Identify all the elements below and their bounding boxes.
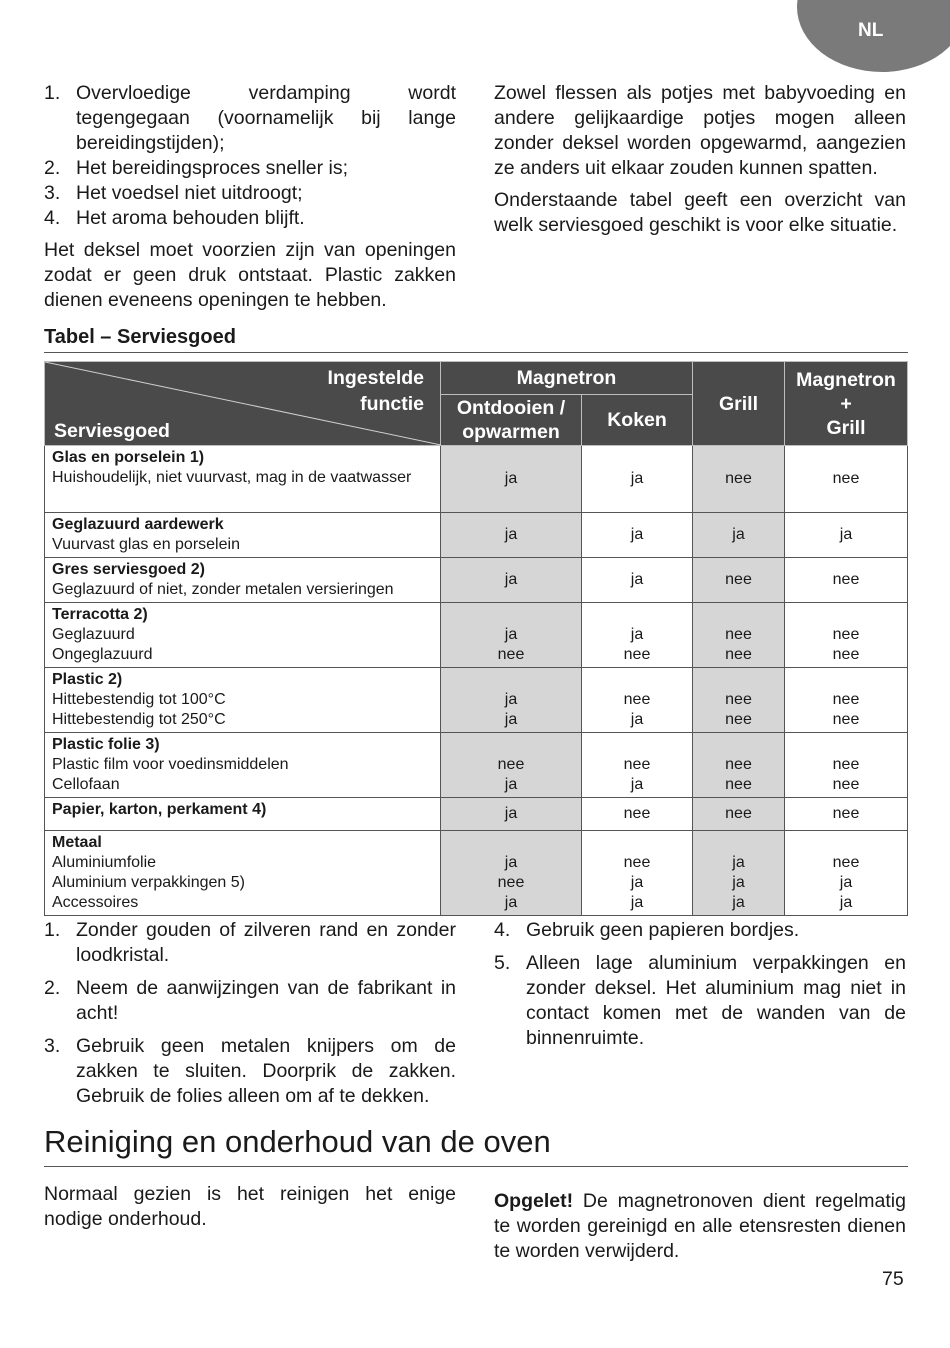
function-header-line1: Ingestelde xyxy=(327,367,424,389)
function-header xyxy=(328,365,424,417)
value-cell xyxy=(693,668,785,733)
page-number: 75 xyxy=(882,1268,904,1290)
dishware-name: Plastic 2) xyxy=(52,671,123,688)
value-cell xyxy=(693,558,785,603)
warning-paragraph xyxy=(494,1189,906,1264)
section-right-column xyxy=(494,1189,906,1271)
dishware-item: Cellofaan xyxy=(52,776,120,793)
dishware-cell xyxy=(45,513,441,558)
list-text: Overvloedige verdamping wordt tegengegaan (voornamelijk bij lange bereidingstijden); xyxy=(76,82,456,154)
value-text: nee xyxy=(832,776,860,793)
dishware-cell xyxy=(45,668,441,733)
intro-left-paragraph: Het deksel moet voorzien zijn van openingen zodat er geen druk ontstaat. Plastic zakken dienen eveneens openingen te hebben. xyxy=(44,239,456,311)
list-number: 3. xyxy=(44,182,61,204)
dishware-item: Hittebestendig tot 250°C xyxy=(52,711,226,728)
value-cell xyxy=(785,668,908,733)
dishware-cell xyxy=(45,733,441,798)
value-cell xyxy=(785,831,908,916)
footnotes-left xyxy=(44,918,456,1117)
language-code: NL xyxy=(858,20,884,41)
combo-header-line3: Grill xyxy=(826,416,866,439)
section-left-text: Normaal gezien is het reinigen het enige nodige onderhoud. xyxy=(44,1183,456,1230)
list-text: Het bereidingsproces sneller is; xyxy=(76,157,349,179)
dishware-item: Aluminiumfolie xyxy=(52,854,157,871)
section-title: Reiniging en onderhoud van de oven xyxy=(44,1124,551,1159)
value-cell xyxy=(441,831,582,916)
value-text: nee xyxy=(832,854,860,871)
defrost-header xyxy=(441,395,582,446)
table-title: Tabel – Serviesgoed xyxy=(44,326,236,348)
diagonal-header-cell xyxy=(45,362,441,446)
dishware-item: Geglazuurd of niet, zonder metalen versieringen xyxy=(52,581,394,598)
value-text: nee xyxy=(725,691,752,708)
value-text: ja xyxy=(504,711,518,728)
value-cell xyxy=(693,798,785,831)
value-text: ja xyxy=(630,894,644,911)
dishware-name: Plastic folie 3) xyxy=(52,736,160,753)
value-text: ja xyxy=(732,526,745,543)
list-item xyxy=(44,156,456,181)
value-text: ja xyxy=(630,470,644,487)
dishware-item: Hittebestendig tot 100°C xyxy=(52,691,226,708)
dishware-item: Ongeglazuurd xyxy=(52,646,153,663)
value-cell xyxy=(441,668,582,733)
value-text: ja xyxy=(504,526,518,543)
list-item xyxy=(494,918,906,943)
dishware-name: Glas en porselein 1) xyxy=(52,449,205,466)
list-number: 5. xyxy=(494,952,511,974)
magnetron-header: Magnetron xyxy=(441,362,693,395)
list-item xyxy=(44,976,456,1026)
value-cell xyxy=(582,668,693,733)
section-rule xyxy=(44,1166,908,1167)
dishware-cell xyxy=(45,798,441,831)
value-text: ja xyxy=(504,894,518,911)
list-number: 1. xyxy=(44,82,61,104)
value-cell xyxy=(785,513,908,558)
dishware-item: Vuurvast glas en porselein xyxy=(52,536,240,553)
section-left-column xyxy=(44,1182,456,1239)
value-text: ja xyxy=(630,626,644,643)
list-number: 4. xyxy=(494,919,511,941)
value-cell xyxy=(582,603,693,668)
value-text: nee xyxy=(832,470,860,487)
value-text: nee xyxy=(725,470,752,487)
table-row xyxy=(45,733,908,798)
value-cell xyxy=(785,558,908,603)
value-cell xyxy=(693,831,785,916)
list-item xyxy=(44,206,456,231)
list-number: 3. xyxy=(44,1035,61,1057)
value-text: nee xyxy=(832,626,860,643)
value-text: ja xyxy=(630,874,644,891)
list-text: Het aroma behouden blijft. xyxy=(76,207,305,229)
list-number: 4. xyxy=(44,207,61,229)
value-cell xyxy=(582,558,693,603)
list-text: Neem de aanwijzingen van de fabrikant in acht! xyxy=(76,977,456,1024)
dishware-item: Plastic film voor voedinsmiddelen xyxy=(52,756,289,773)
table-row xyxy=(45,798,908,831)
dishware-item: Aluminium verpakkingen 5) xyxy=(52,874,245,891)
value-cell xyxy=(785,798,908,831)
intro-right-paragraph-1: Zowel flessen als potjes met babyvoeding en andere gelijkaardige potjes mogen alleen zonder deksel worden opgewarmd, aangezien ze anders uit elkaar zouden kunnen spatten. xyxy=(494,82,906,179)
value-cell xyxy=(582,513,693,558)
value-text: nee xyxy=(725,776,752,793)
dishware-table xyxy=(44,361,908,916)
value-text: nee xyxy=(623,805,651,822)
value-cell xyxy=(785,446,908,513)
dishware-cell xyxy=(45,831,441,916)
dishware-cell xyxy=(45,558,441,603)
value-text: ja xyxy=(839,894,853,911)
value-text: ja xyxy=(630,711,644,728)
value-text: nee xyxy=(623,854,651,871)
value-cell xyxy=(693,603,785,668)
dishware-name: Papier, karton, perkament 4) xyxy=(52,801,267,818)
list-item xyxy=(44,81,456,156)
list-text: Zonder gouden of zilveren rand en zonder loodkristal. xyxy=(76,919,456,966)
value-text: nee xyxy=(832,571,860,588)
value-text: ja xyxy=(630,571,644,588)
value-text: nee xyxy=(725,711,752,728)
value-cell xyxy=(582,733,693,798)
value-text: nee xyxy=(623,646,651,663)
dishware-header: Serviesgoed xyxy=(54,420,170,442)
value-text: ja xyxy=(839,874,853,891)
value-cell xyxy=(441,603,582,668)
footnotes-right xyxy=(494,918,906,1059)
dishware-item: Geglazuurd xyxy=(52,626,135,643)
value-cell xyxy=(785,733,908,798)
value-text: ja xyxy=(839,526,853,543)
value-text: nee xyxy=(623,691,651,708)
value-cell xyxy=(441,446,582,513)
value-text: ja xyxy=(504,470,518,487)
value-text: ja xyxy=(732,894,745,911)
value-text: nee xyxy=(725,805,752,822)
value-text: nee xyxy=(497,874,525,891)
intro-right-column xyxy=(494,81,906,245)
value-text: ja xyxy=(504,805,518,822)
value-text: nee xyxy=(725,646,752,663)
value-text: nee xyxy=(832,756,860,773)
list-text: Het voedsel niet uitdroogt; xyxy=(76,182,303,204)
dishware-item: Accessoires xyxy=(52,894,139,911)
table-row xyxy=(45,831,908,916)
value-cell xyxy=(582,831,693,916)
value-cell xyxy=(582,446,693,513)
value-text: nee xyxy=(623,756,651,773)
list-number: 1. xyxy=(44,919,61,941)
value-text: ja xyxy=(504,854,518,871)
list-item xyxy=(44,918,456,968)
value-text: ja xyxy=(504,776,518,793)
value-text: ja xyxy=(630,526,644,543)
combo-header-line1: Magnetron xyxy=(796,368,896,391)
table-row xyxy=(45,513,908,558)
dishware-name: Geglazuurd aardewerk xyxy=(52,516,224,533)
table-body xyxy=(45,446,908,916)
function-header-line2: functie xyxy=(360,393,424,415)
table-title-rule xyxy=(44,352,908,353)
value-cell xyxy=(441,558,582,603)
dishware-name: Gres serviesgoed 2) xyxy=(52,561,205,578)
value-text: ja xyxy=(630,776,644,793)
footnote-list-right xyxy=(494,918,906,1051)
table-row xyxy=(45,558,908,603)
intro-list xyxy=(44,81,456,231)
cook-header: Koken xyxy=(582,395,693,446)
table-row xyxy=(45,668,908,733)
value-cell xyxy=(441,513,582,558)
combo-header-line2: + xyxy=(840,392,852,415)
table-row xyxy=(45,603,908,668)
value-cell xyxy=(785,603,908,668)
value-text: ja xyxy=(504,691,518,708)
dishware-name: Terracotta 2) xyxy=(52,606,148,623)
value-text: ja xyxy=(504,626,518,643)
value-text: nee xyxy=(832,805,860,822)
intro-right-paragraph-2: Onderstaande tabel geeft een overzicht van welk serviesgoed geschikt is voor elke situatie. xyxy=(494,189,906,236)
list-number: 2. xyxy=(44,977,61,999)
warning-label: Opgelet! xyxy=(494,1190,574,1212)
value-cell xyxy=(582,798,693,831)
value-text: ja xyxy=(732,854,745,871)
value-text: nee xyxy=(832,691,860,708)
list-number: 2. xyxy=(44,157,61,179)
dishware-cell xyxy=(45,446,441,513)
list-text: Gebruik geen papieren bordjes. xyxy=(526,919,800,941)
value-cell xyxy=(693,446,785,513)
list-item xyxy=(494,951,906,1051)
value-cell xyxy=(441,798,582,831)
list-item xyxy=(44,1034,456,1109)
dishware-name: Metaal xyxy=(52,834,102,851)
footnote-list-left xyxy=(44,918,456,1109)
value-text: nee xyxy=(832,711,860,728)
table-row xyxy=(45,446,908,513)
intro-left-column xyxy=(44,81,456,320)
defrost-header-line1: Ontdooien / xyxy=(456,397,566,420)
value-text: nee xyxy=(725,571,752,588)
combo-header xyxy=(785,362,908,446)
list-text: Alleen lage aluminium verpakkingen en zonder deksel. Het aluminium mag niet in contact komen met de wanden van de binnenruimte. xyxy=(526,952,906,1049)
value-cell xyxy=(693,733,785,798)
grill-header: Grill xyxy=(693,362,785,446)
value-text: nee xyxy=(832,646,860,663)
dishware-item: Huishoudelijk, niet vuurvast, mag in de vaatwasser xyxy=(52,469,412,486)
list-text: Gebruik geen metalen knijpers om de zakken te sluiten. Doorprik de zakken. Gebruik de folies alleen om af te dekken. xyxy=(76,1035,456,1107)
value-cell xyxy=(693,513,785,558)
value-text: ja xyxy=(732,874,745,891)
list-item xyxy=(44,181,456,206)
value-text: nee xyxy=(497,646,525,663)
value-cell xyxy=(441,733,582,798)
warning-text: De magnetronoven dient regelmatig te worden gereinigd en alle etensresten dienen te worden verwijderd. xyxy=(494,1190,906,1262)
value-text: nee xyxy=(497,756,525,773)
value-text: nee xyxy=(725,626,752,643)
dishware-cell xyxy=(45,603,441,668)
value-text: ja xyxy=(504,571,518,588)
defrost-header-line2: opwarmen xyxy=(462,421,560,444)
value-text: nee xyxy=(725,756,752,773)
